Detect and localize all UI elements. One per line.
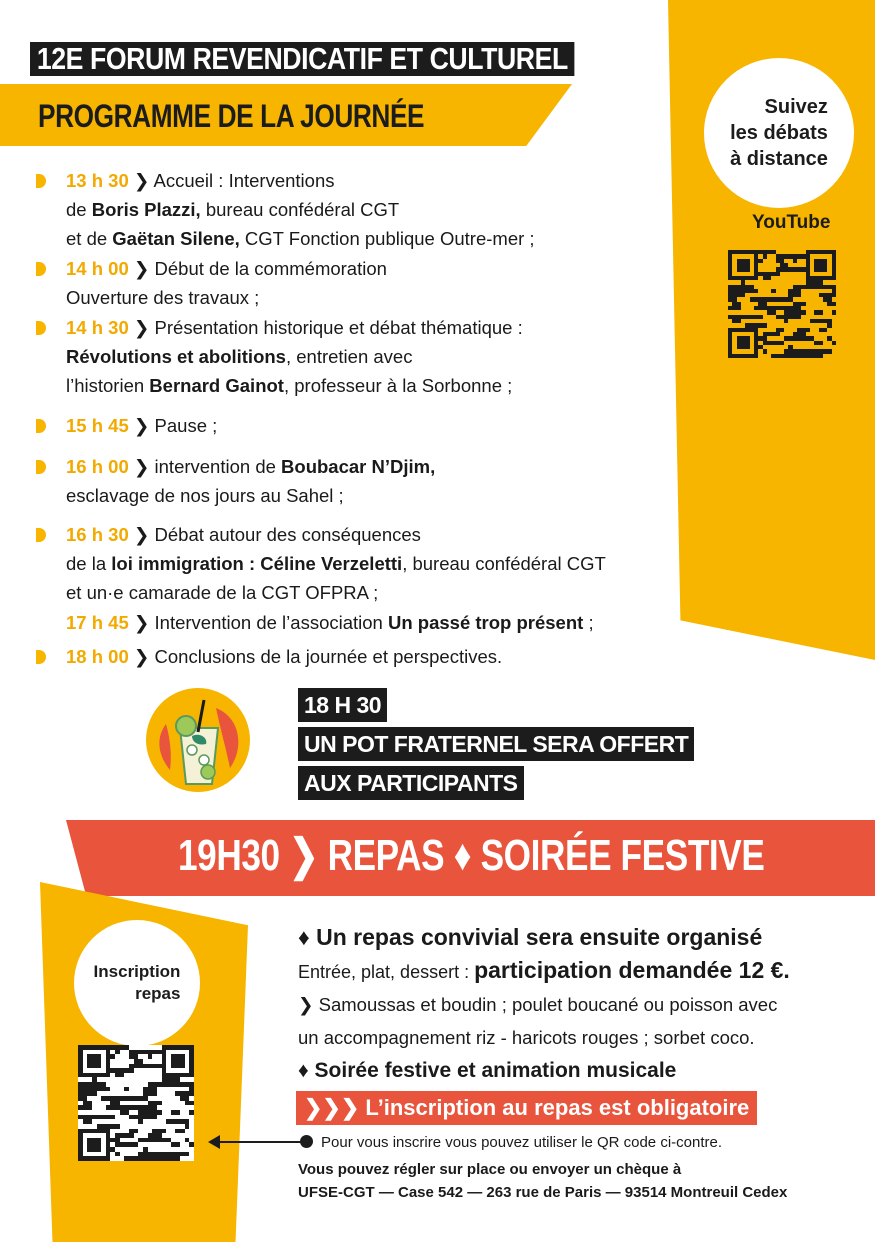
- bullet-icon: [36, 321, 46, 335]
- meal-heading: ♦ Un repas convivial sera ensuite organisé: [298, 924, 763, 950]
- payment-line-1: Vous pouvez régler sur place ou envoyer un chèque à: [298, 1161, 682, 1178]
- program-text: bureau confédéral CGT: [200, 199, 400, 220]
- program-text: , bureau confédéral CGT: [402, 553, 606, 574]
- program-text: , professeur à la Sorbonne ;: [283, 375, 513, 396]
- program-text: ❯ Intervention de l’association: [133, 612, 388, 633]
- follow-debates-badge: [704, 58, 854, 208]
- program-line: [66, 254, 387, 283]
- soiree-heading: ♦ Soirée festive et animation musicale: [298, 1059, 677, 1082]
- youtube-qr-code[interactable]: [728, 250, 836, 358]
- arrow-left-icon: [208, 1135, 220, 1149]
- payment-address: UFSE-CGT — Case 542 — 263 rue de Paris — 93514 Montreuil Cedex: [298, 1184, 788, 1201]
- program-text: et de: [66, 228, 113, 249]
- program-text: Ouverture des travaux ;: [66, 287, 260, 308]
- program-line: [66, 452, 435, 481]
- program-text: ❯ Présentation historique et débat thématique :: [133, 317, 523, 338]
- program-text: Bernard Gainot: [149, 375, 284, 396]
- bullet-icon: [36, 650, 46, 664]
- forum-title: 12E FORUM REVENDICATIF ET CULTUREL: [30, 42, 575, 76]
- qr-note: Pour vous inscrire vous pouvez utiliser le QR code ci-contre.: [321, 1134, 723, 1151]
- program-time: 14 h 30: [66, 317, 134, 338]
- program-time: 15 h 45: [66, 415, 134, 436]
- pot-line-2: AUX PARTICIPANTS: [298, 766, 524, 800]
- program-text: ❯ intervention de: [133, 456, 282, 477]
- program-text: Révolutions et abolitions: [66, 346, 286, 367]
- program-line: [66, 411, 217, 440]
- program-text: loi immigration : Céline Verzeletti: [111, 553, 403, 574]
- program-line: [66, 578, 378, 607]
- follow-line-1: Suivez: [764, 96, 828, 118]
- program-line: [66, 283, 259, 312]
- program-line: [66, 608, 594, 637]
- program-text: et un·e camarade de la CGT OFPRA ;: [66, 582, 379, 603]
- bullet-icon: [36, 262, 46, 276]
- inscription-badge: [74, 920, 200, 1046]
- program-text: de la: [66, 553, 112, 574]
- program-time: 14 h 00: [66, 258, 134, 279]
- program-time: 13 h 30: [66, 170, 134, 191]
- program-text: de: [66, 199, 92, 220]
- obligatory-registration-banner: ❯❯❯ L’inscription au repas est obligatoire: [296, 1091, 757, 1125]
- program-text: l’historien: [66, 375, 150, 396]
- program-time: 16 h 30: [66, 524, 134, 545]
- cocktail-icon: [146, 688, 250, 792]
- program-text: ❯ Début de la commémoration: [133, 258, 387, 279]
- program-text: Un passé trop présent: [387, 612, 584, 633]
- program-text: Boris Plazzi,: [91, 199, 201, 220]
- inscription-line-1: Inscription: [93, 962, 181, 981]
- program-time: 17 h 45: [66, 612, 134, 633]
- program-time: 16 h 00: [66, 456, 134, 477]
- inscription-qr-code[interactable]: [78, 1045, 194, 1161]
- program-text: Boubacar N’Djim,: [281, 456, 436, 477]
- program-text: , entretien avec: [285, 346, 413, 367]
- follow-line-2: les débats: [730, 122, 828, 144]
- youtube-label: YouTube: [752, 212, 831, 233]
- program-text: esclavage de nos jours au Sahel ;: [66, 485, 344, 506]
- follow-line-3: à distance: [730, 148, 828, 170]
- inscription-line-2: repas: [135, 984, 181, 1003]
- arrow-line: [212, 1141, 312, 1143]
- program-text: ❯ Accueil : Interventions: [133, 170, 335, 191]
- program-text: Gaëtan Silene,: [112, 228, 240, 249]
- program-time: 18 h 00: [66, 646, 134, 667]
- program-line: [66, 342, 412, 371]
- program-text: CGT Fonction publique Outre-mer ;: [239, 228, 535, 249]
- bullet-icon: [36, 460, 46, 474]
- page-title: PROGRAMME DE LA JOURNÉE: [38, 98, 425, 134]
- meal-price: [298, 957, 790, 984]
- program-line: [66, 224, 535, 253]
- bullet-dot-icon: [300, 1135, 313, 1148]
- cocktail-illustration: [146, 688, 250, 792]
- program-text: ❯ Conclusions de la journée et perspectives.: [133, 646, 503, 667]
- program-line: [66, 642, 502, 671]
- pot-time: 18 H 30: [298, 688, 387, 722]
- pot-line-1: UN POT FRATERNEL SERA OFFERT: [298, 727, 694, 761]
- program-line: [66, 371, 512, 400]
- program-line: [66, 520, 421, 549]
- program-text: ❯ Pause ;: [133, 415, 218, 436]
- program-line: [66, 313, 523, 342]
- program-text: ;: [583, 612, 594, 633]
- meal-menu-2: un accompagnement riz - haricots rouges ; sorbet coco.: [298, 1027, 755, 1048]
- program-line: [66, 166, 335, 195]
- program-text: ❯ Débat autour des conséquences: [133, 524, 421, 545]
- meal-menu-1: ❯ Samoussas et boudin ; poulet boucané ou poisson avec: [298, 994, 778, 1015]
- meal-price-amount: participation demandée 12 €.: [474, 957, 790, 983]
- program-line: [66, 195, 399, 224]
- evening-title: 19H30 ❯ REPAS ♦ SOIRÉE FESTIVE: [178, 831, 765, 880]
- meal-price-prefix: Entrée, plat, dessert :: [298, 962, 475, 982]
- bullet-icon: [36, 528, 46, 542]
- bullet-icon: [36, 174, 46, 188]
- program-line: [66, 549, 606, 578]
- bullet-icon: [36, 419, 46, 433]
- program-line: [66, 481, 344, 510]
